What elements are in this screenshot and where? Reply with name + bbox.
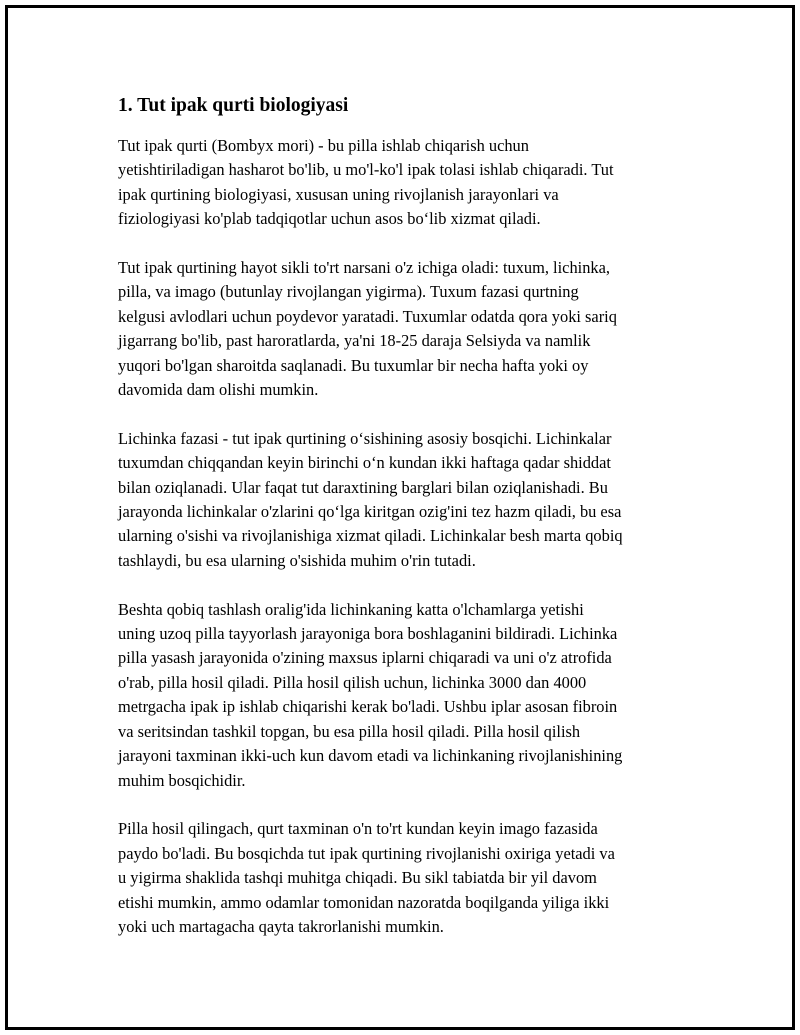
paragraph-line: etishi mumkin, ammo odamlar tomonidan nazoratda boqilganda yiliga ikki	[118, 892, 610, 912]
paragraph-line: tuxumdan chiqqandan keyin birinchi o‘n kundan ikki haftaga qadar shiddat	[118, 453, 611, 473]
paragraph-line: Tut ipak qurtining hayot sikli to'rt narsani o'z ichiga oladi: tuxum, lichinka,	[118, 258, 610, 278]
document-body	[118, 94, 688, 964]
paragraph-line: o'rab, pilla hosil qiladi. Pilla hosil qilish uchun, lichinka 3000 dan 4000	[118, 672, 587, 692]
paragraph-line: jarayonda lichinkalar o'zlarini qo‘lga kiritgan ozig'ini tez hazm qiladi, bu esa	[118, 502, 622, 522]
paragraph-container	[118, 134, 688, 939]
section-title: 1. Tut ipak qurti biologiyasi	[118, 95, 349, 116]
paragraph-line: uning uzoq pilla tayyorlash jarayoniga bora boshlaganini bildiradi. Lichinka	[118, 624, 618, 644]
paragraph-line: yetishtiriladigan hasharot bo'lib, u mo'l-ko'l ipak tolasi ishlab chiqaradi. Tut	[118, 160, 614, 180]
paragraph-4	[118, 598, 688, 793]
paragraph-line: pilla, va imago (butunlay rivojlangan yigirma). Tuxum fazasi qurtning	[118, 282, 579, 302]
paragraph-line: Tut ipak qurti (Bombyx mori) - bu pilla ishlab chiqarish uchun	[118, 136, 529, 155]
paragraph-line: tashlaydi, bu esa ularning o'sishida muhim o'rin tutadi.	[118, 550, 476, 570]
paragraph-3	[118, 427, 688, 573]
paragraph-line: Lichinka fazasi - tut ipak qurtining o‘sishining asosiy bosqichi. Lichinkalar	[118, 428, 612, 448]
paragraph-line: muhim bosqichidir.	[118, 770, 246, 790]
paragraph-line: paydo bo'ladi. Bu bosqichda tut ipak qurtining rivojlanishi oxiriga yetadi va	[118, 843, 615, 863]
paragraph-line: davomida dam olishi mumkin.	[118, 380, 319, 400]
paragraph-line: Beshta qobiq tashlash oralig'ida lichinkaning katta o'lchamlarga yetishi	[118, 599, 584, 619]
paragraph-line: bilan oziqlanadi. Ular faqat tut daraxtining barglari bilan oziqlanishadi. Bu	[118, 477, 608, 497]
paragraph-line: ipak qurtining biologiyasi, xususan uning rivojlanish jarayonlari va	[118, 184, 559, 204]
paragraph-line: fiziologiyasi ko'plab tadqiqotlar uchun asos bo‘lib xizmat qiladi.	[118, 209, 541, 229]
paragraph-line: yoki uch martagacha qayta takrorlanishi mumkin.	[118, 916, 444, 936]
paragraph-line: va seritsindan tashkil topgan, bu esa pilla hosil qiladi. Pilla hosil qilish	[118, 721, 581, 741]
paragraph-line: kelgusi avlodlari uchun poydevor yaratadi. Tuxumlar odatda qora yoki sariq	[118, 306, 617, 326]
paragraph-line: pilla yasash jarayonida o'zining maxsus iplarni chiqaradi va uni o'z atrofida	[118, 648, 612, 668]
paragraph-line: jarayoni taxminan ikki-uch kun davom etadi va lichinkaning rivojlanishining	[118, 746, 623, 766]
paragraph-2	[118, 256, 688, 402]
paragraph-line: yuqori bo'lgan sharoitda saqlanadi. Bu tuxumlar bir necha hafta yoki oy	[118, 355, 589, 375]
paragraph-line: jigarrang bo'lib, past haroratlarda, ya'ni 18-25 daraja Selsiyda va namlik	[118, 331, 591, 351]
paragraph-1	[118, 134, 688, 232]
paragraph-5	[118, 817, 688, 939]
paragraph-line: u yigirma shaklida tashqi muhitga chiqadi. Bu sikl tabiatda bir yil davom	[118, 868, 597, 888]
paragraph-line: Pilla hosil qilingach, qurt taxminan o'n to'rt kundan keyin imago fazasida	[118, 819, 598, 839]
paragraph-line: metrgacha ipak ip ishlab chiqarishi kerak bo'ladi. Ushbu iplar asosan fibroin	[118, 697, 618, 717]
paragraph-line: ularning o'sishi va rivojlanishiga xizmat qiladi. Lichinkalar besh marta qobiq	[118, 526, 623, 546]
